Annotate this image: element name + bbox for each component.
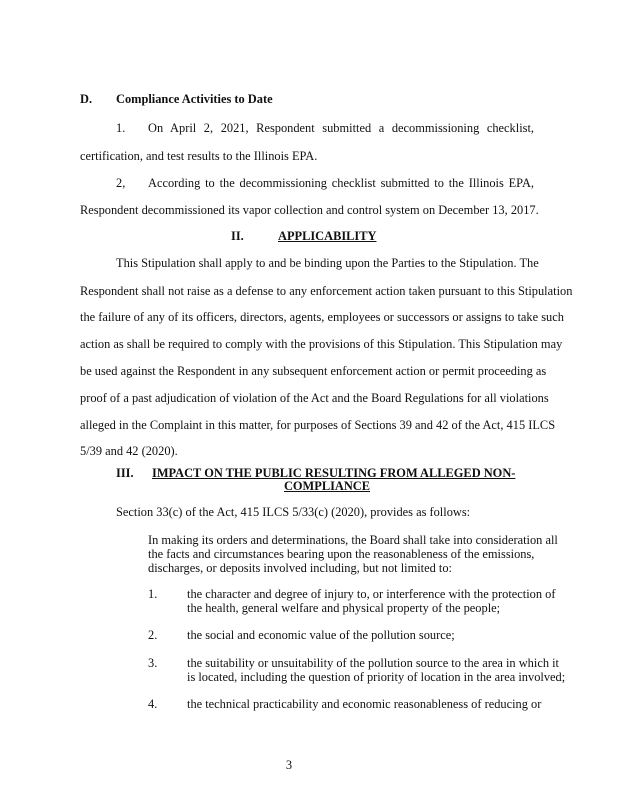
factor-line-2: the health, general welfare and physical property of the people;	[187, 601, 501, 615]
section-iii-intro: Section 33(c) of the Act, 415 ILCS 5/33(c) (2020), provides as follows:	[116, 505, 471, 519]
quote-last-line: discharges, or deposits involved including, but not limited to:	[148, 561, 452, 575]
section-iii-numeral: III.	[116, 466, 134, 480]
factor-line-1: the social and economic value of the pollution source;	[187, 628, 455, 642]
para-2-line-2: Respondent decommissioned its vapor collection and control system on December 13, 2017.	[80, 203, 539, 217]
factor-line-1: the character and degree of injury to, or interference with the protection of	[187, 587, 556, 601]
section-iii-title-line-1: IMPACT ON THE PUBLIC RESULTING FROM ALLEGED NON-	[152, 466, 516, 480]
section-ii-line: alleged in the Complaint in this matter, for purposes of Sections 39 and 42 of the Act, 415 ILCS	[80, 418, 556, 432]
factor-number: 3.	[148, 656, 158, 670]
para-1-line-2: certification, and test results to the Illinois EPA.	[80, 149, 318, 163]
section-iii-title-line-2: COMPLIANCE	[283, 479, 371, 493]
section-ii-title: APPLICABILITY	[278, 229, 377, 243]
section-ii-line: This Stipulation shall apply to and be binding upon the Parties to the Stipulation. The	[116, 256, 539, 270]
section-ii-line: the failure of any of its officers, directors, agents, employees or successors or assigns to take such	[80, 310, 564, 324]
section-ii-last-line: 5/39 and 42 (2020).	[80, 444, 178, 458]
section-d-label: D.	[80, 92, 93, 106]
section-d-title: Compliance Activities to Date	[116, 92, 273, 106]
para-1-line-1: On April 2, 2021, Respondent submitted a decommissioning checklist,	[148, 121, 534, 135]
section-ii-line: action as shall be required to comply with the provisions of this Stipulation. This Stipulation may	[80, 337, 563, 351]
para-1-number: 1.	[116, 121, 126, 135]
section-ii-line: be used against the Respondent in any subsequent enforcement action or permit proceeding as	[80, 364, 547, 378]
factor-line-1: the suitability or unsuitability of the pollution source to the area in which it	[187, 656, 559, 670]
section-ii-line: proof of a past adjudication of violation of the Act and the Board Regulations for all violations	[80, 391, 549, 405]
factor-line-2: is located, including the question of priority of location in the area involved;	[187, 670, 566, 684]
para-2-number: 2,	[116, 176, 126, 190]
para-2-line-1: According to the decommissioning checklist submitted to the Illinois EPA,	[148, 176, 534, 190]
factor-number: 4.	[148, 697, 158, 711]
section-ii-numeral: II.	[231, 229, 244, 243]
factor-number: 1.	[148, 587, 158, 601]
factor-line-1: the technical practicability and economic reasonableness of reducing or	[187, 697, 542, 711]
section-ii-line: Respondent shall not raise as a defense to any enforcement action taken pursuant to this Stipulation	[80, 284, 573, 298]
page-number: 3	[285, 758, 293, 772]
quote-line: the facts and circumstances bearing upon the reasonableness of the emissions,	[148, 547, 535, 561]
quote-line: In making its orders and determinations, the Board shall take into consideration all	[148, 533, 558, 547]
factor-number: 2.	[148, 628, 158, 642]
